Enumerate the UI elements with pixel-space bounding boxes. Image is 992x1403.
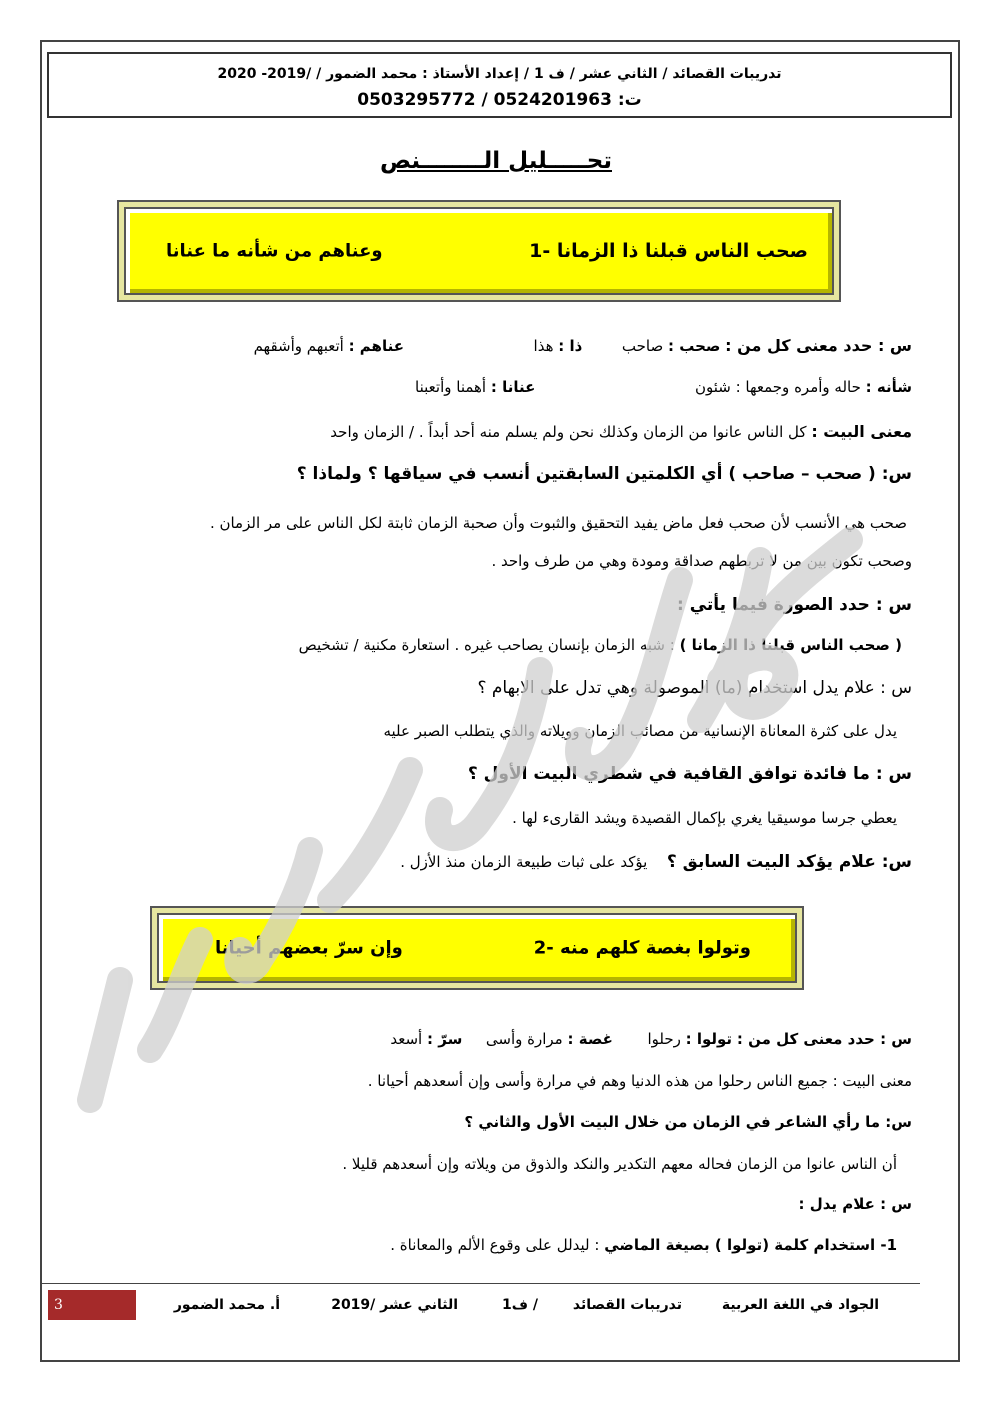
- meaning-sarra: أسعد: [390, 1030, 423, 1048]
- verse-1-box: [124, 207, 834, 295]
- answer-3-text: : شبه الزمان بإنسان يصاحب غيره . استعارة مكنية / تشخيص: [298, 636, 675, 654]
- footer-grade: الثاني عشر /2019: [331, 1297, 458, 1313]
- question-3: س : حدد الصورة فيما يأتي :: [676, 595, 912, 615]
- header-line-1: تدريبات القصائد / الثاني عشر / ف 1 / إعداد الأستاذ : محمد الضمور / /2019- 2020: [217, 66, 782, 82]
- footer-author: أ. محمد الضمور: [173, 1297, 280, 1313]
- verse-2-first-hemistich: 2- وتولوا بغصة كلهم منه: [533, 937, 751, 959]
- word-tha: ذا :: [558, 337, 583, 355]
- question-6-row: [400, 852, 912, 872]
- verse-1-meaning: [330, 422, 912, 441]
- meaning-tawallaw: رحلوا: [647, 1030, 681, 1048]
- answer-8-text: : ليدلل على وقوع الألم والمعاناة .: [390, 1236, 600, 1254]
- word-ghussa: غصة :: [567, 1030, 613, 1048]
- vocab-row-3: [390, 1030, 912, 1048]
- verse-2-meaning: معنى البيت : جميع الناس رحلوا من هذه الدنيا وهم في مرارة وأسى وإن أسعدهم أحيانا .: [367, 1072, 912, 1090]
- word-shaan: شأنه :: [865, 378, 912, 396]
- meaning-shaan: حاله وأمره وجمعها : شئون: [694, 378, 861, 396]
- answer-4: يدل على كثرة المعاناة الإنسانية من مصائب الزمان وويلاته والذي يتطلب الصبر عليه: [383, 722, 897, 740]
- question-7: س: ما رأي الشاعر في الزمان من خلال البيت الأول والثاني ؟: [464, 1113, 912, 1131]
- meaning-anana: أهمنا وأتعبنا: [415, 378, 487, 396]
- vocab-question: س : حدد معنى كل من :: [725, 336, 912, 355]
- meaning-sahb: صاحب: [621, 337, 664, 355]
- answer-2-line-2: وصحب تكون بين من لا تربطهم صداقة ومودة وهي من طرف واحد .: [491, 552, 912, 570]
- page-title: تحـــــليل الــــــــنص: [379, 148, 612, 174]
- footer-book: الجواد في اللغة العربية: [721, 1297, 879, 1313]
- answer-5: يعطي جرسا موسيقيا يغري بإكمال القصيدة ويشد القارىء لها .: [512, 809, 897, 827]
- vocab-question-2: س : حدد معنى كل من :: [736, 1030, 912, 1048]
- answer-2-line-1: صحب هي الأنسب لأن صحب فعل ماض يفيد التحقيق والثبوت وأن صحبة الزمان ثابتة لكل الناس على مر الزمان .: [209, 514, 907, 532]
- answer-8: [390, 1236, 897, 1254]
- word-anana: عنانا :: [490, 378, 536, 396]
- meaning-anahum: أتعبهم وأشقهم: [253, 337, 344, 355]
- answer-7: أن الناس عانوا من الزمان فحاله معهم التكدير والنكد والذوق من ويلاته وإن أسعدهم قليلا .: [342, 1155, 897, 1173]
- question-6: س: علام يؤكد البيت السابق ؟: [666, 852, 912, 872]
- word-sarra: سرّ :: [427, 1030, 463, 1048]
- word-anahum: عناهم :: [348, 337, 404, 355]
- vocab-row-2: [415, 378, 912, 396]
- answer-3: [299, 636, 902, 654]
- footer-term: / ف1: [502, 1297, 538, 1313]
- footer-rule: [40, 1283, 920, 1284]
- question-2: س: ( صحب – صاحب ) أي الكلمتين السابقتين أنسب في سياقها ؟ ولماذا ؟: [296, 464, 912, 484]
- verse-2-second-hemistich: وإن سرّ بعضهم أحيانا: [215, 937, 403, 959]
- verse-1-second-hemistich: وعناهم من شأنه ما عنانا: [166, 240, 383, 262]
- verse-1-first-hemistich: 1- صحب الناس قبلنا ذا الزمانا: [529, 240, 808, 262]
- header-phone-line: ت: 0524201963 / 0503295772: [357, 90, 642, 110]
- footer-subject: تدريبات القصائد: [572, 1297, 682, 1313]
- question-5: س : ما فائدة توافق القافية في شطري البيت الأول ؟: [467, 764, 912, 784]
- vocab-row-1: [254, 336, 912, 355]
- answer-8-label: 1- استخدام كلمة (تولوا ) بصيغة الماضي: [604, 1236, 897, 1254]
- question-4: س : علام يدل استخدام (ما) الموصولة وهي تدل على الابهام ؟: [477, 678, 912, 698]
- question-8: س : علام يدل :: [798, 1195, 912, 1213]
- answer-6: يؤكد على ثبات طبيعة الزمان منذ الأزل .: [400, 853, 648, 871]
- meaning-tha: هذا: [533, 337, 554, 355]
- answer-3-quote: ( صحب الناس قبلنا ذا الزمانا ): [679, 636, 902, 654]
- meaning-text: كل الناس عانوا من الزمان وكذلك نحن ولم يسلم منه أحد أبداً . / الزمان واحد: [330, 423, 807, 441]
- meaning-label: معنى البيت :: [811, 422, 912, 441]
- word-tawallaw: تولوا :: [685, 1030, 733, 1048]
- verse-2-box: [157, 913, 797, 983]
- word-sahb: صحب :: [667, 337, 721, 355]
- header-box: [47, 52, 952, 118]
- page-number: 3: [48, 1290, 136, 1320]
- meaning-ghussa: مرارة وأسى: [485, 1030, 563, 1048]
